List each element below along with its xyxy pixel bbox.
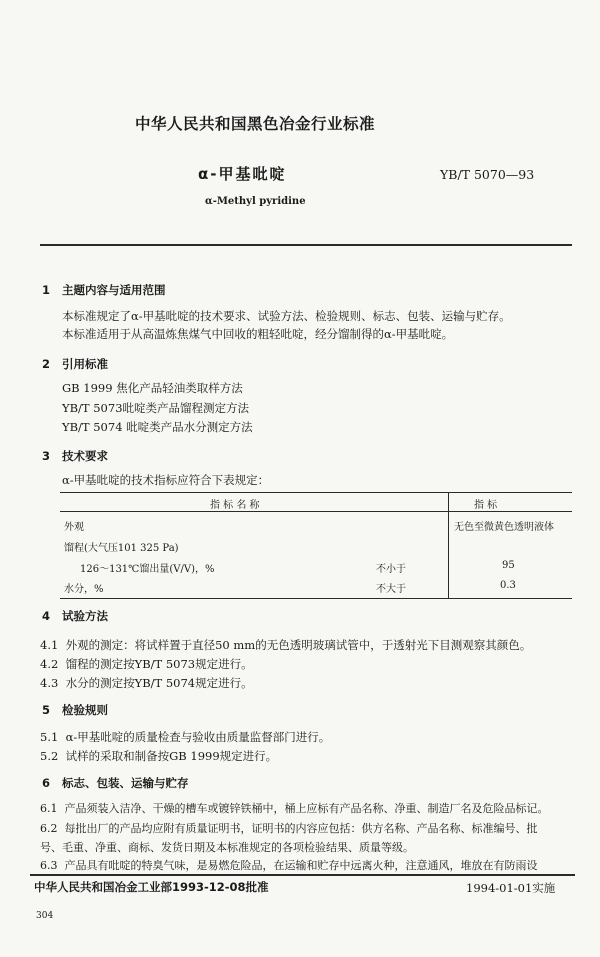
clause-text: 馏程的测定按YB/T 5073规定进行。	[65, 657, 253, 671]
doc-title: α-甲基吡啶	[198, 165, 287, 183]
clause-number: 5.1	[40, 730, 59, 744]
effective-date: 1994-01-01实施	[466, 881, 556, 895]
page-number: 304	[36, 911, 54, 921]
paragraph: 本标准规定了α-甲基吡啶的技术要求、试验方法、检验规则、标志、包装、运输与贮存。	[62, 309, 511, 323]
table-cell-name: 外观	[64, 522, 84, 533]
section-number: 3	[42, 449, 51, 463]
english-title: α-Methyl pyridine	[205, 196, 306, 207]
clause-item	[40, 858, 538, 874]
section-title: 主题内容与适用范围	[62, 283, 166, 297]
clause-number: 4.2	[40, 657, 59, 671]
clause-text: 水分的测定按YB/T 5074规定进行。	[65, 676, 253, 690]
reference-item: GB 1999 焦化产品轻油类取样方法	[62, 381, 243, 395]
section-2-heading	[42, 356, 108, 372]
table-header-value: 指 标	[474, 500, 498, 511]
table-cell-limit: 不小于	[376, 564, 406, 575]
table-intro: α-甲基吡啶的技术指标应符合下表规定：	[62, 473, 270, 487]
footer-rule	[30, 874, 575, 876]
section-3-heading	[42, 448, 108, 464]
section-5-heading	[42, 702, 108, 718]
clause-number: 5.2	[40, 749, 59, 763]
section-number: 4	[42, 609, 51, 623]
paragraph: 本标准适用于从高温炼焦煤气中回收的粗轻吡啶，经分馏制得的α-甲基吡啶。	[62, 327, 454, 341]
clause-item	[40, 656, 253, 672]
clause-item	[40, 748, 277, 764]
section-number: 5	[42, 703, 51, 717]
section-6-heading	[42, 775, 189, 791]
table-cell-name: 水分，%	[64, 584, 104, 595]
table-cell-name: 126～131℃馏出量(V/V)，%	[80, 564, 215, 575]
section-number: 1	[42, 283, 51, 297]
clause-number: 6.1	[40, 802, 58, 815]
section-4-heading	[42, 608, 108, 624]
table-cell-limit: 不大于	[376, 584, 406, 595]
clause-number: 6.2	[40, 822, 58, 835]
section-number: 6	[42, 776, 51, 790]
section-title: 技术要求	[62, 449, 109, 463]
doc-number: YB/T 5070—93	[440, 167, 535, 182]
clause-item	[40, 821, 538, 837]
clause-number: 4.1	[40, 638, 59, 652]
clause-continuation: 号、毛重、净重、商标、发货日期及本标准规定的各项检验结果、质量等级。	[40, 841, 414, 854]
clause-text: 每批出厂的产品均应附有质量证明书，证明书的内容应包括：供方名称、产品名称、标准编号、批	[64, 822, 538, 835]
clause-text: 外观的测定：将试样置于直径50 mm的无色透明玻璃试管中，于透射光下目测观察其颜色。	[65, 638, 532, 652]
section-title: 试验方法	[62, 609, 109, 623]
section-title: 引用标准	[62, 357, 109, 371]
clause-item	[40, 675, 253, 691]
table-header-name: 指 标 名 称	[210, 500, 260, 511]
table-cell-value: 95	[502, 560, 515, 571]
section-1-heading	[42, 282, 166, 298]
clause-text: 试样的采取和制备按GB 1999规定进行。	[65, 749, 278, 763]
section-number: 2	[42, 357, 51, 371]
section-title: 标志、包装、运输与贮存	[62, 776, 189, 790]
table-cell-value: 0.3	[500, 580, 516, 591]
clause-number: 6.3	[40, 859, 58, 872]
clause-number: 4.3	[40, 676, 59, 690]
clause-item	[40, 729, 330, 745]
reference-item: YB/T 5074 吡啶类产品水分测定方法	[62, 420, 253, 434]
org-title: 中华人民共和国黑色冶金行业标准	[135, 115, 376, 133]
approval-line: 中华人民共和国冶金工业部1993-12-08批准	[34, 880, 269, 894]
clause-text: 产品具有吡啶的特臭气味，是易燃危险品，在运输和贮存中远离火种，注意通风，堆放在有防雨设	[64, 859, 538, 872]
clause-item	[40, 801, 549, 817]
table-cell-name: 馏程(大气压101 325 Pa)	[64, 543, 179, 554]
clause-text: 产品须装入洁净、干燥的槽车或镀锌铁桶中，桶上应标有产品名称、净重、制造厂名及危险品标记。	[64, 802, 549, 815]
table-cell-value: 无色至微黄色透明液体	[454, 522, 554, 533]
clause-text: α-甲基吡啶的质量检查与验收由质量监督部门进行。	[65, 730, 331, 744]
section-title: 检验规则	[62, 703, 109, 717]
reference-item: YB/T 5073吡啶类产品馏程测定方法	[62, 401, 250, 415]
clause-item	[40, 637, 531, 653]
header-rule	[40, 244, 572, 246]
